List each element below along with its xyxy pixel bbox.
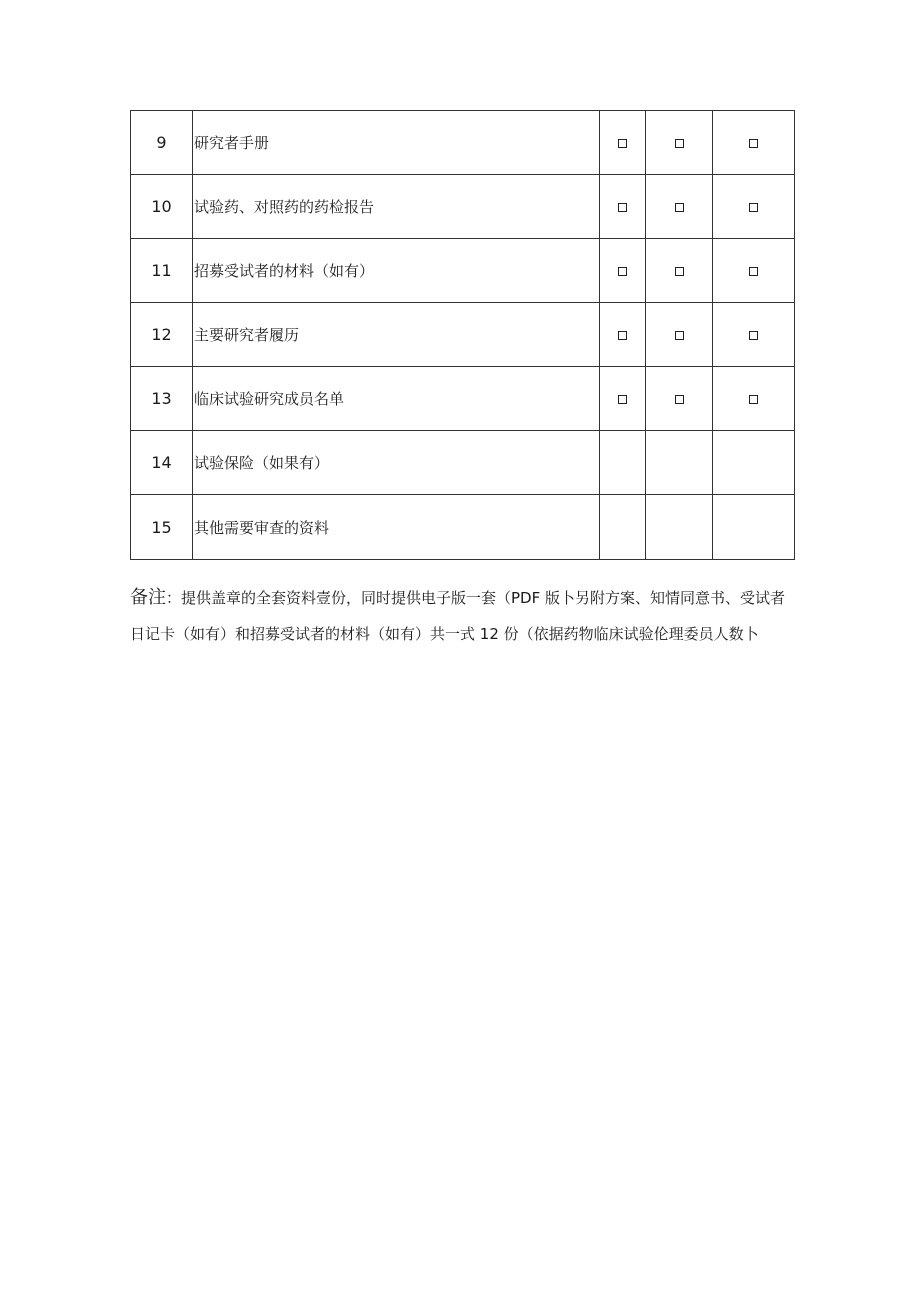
table-row bbox=[131, 303, 795, 367]
table-row bbox=[131, 239, 795, 303]
row-number-cell bbox=[131, 239, 193, 303]
check-cell-1 bbox=[600, 303, 646, 367]
checkbox-icon[interactable] bbox=[618, 267, 627, 276]
row-number-cell bbox=[131, 175, 193, 239]
document-name: 其他需要审查的资料 bbox=[193, 495, 600, 560]
row-number: 14 bbox=[151, 453, 172, 472]
check-cell-1 bbox=[600, 367, 646, 431]
document-name: 试验药、对照药的药检报告 bbox=[193, 175, 600, 239]
table-row bbox=[131, 495, 795, 560]
check-cell-2 bbox=[646, 431, 713, 495]
check-cell-3 bbox=[713, 175, 795, 239]
checkbox-icon[interactable] bbox=[749, 395, 758, 404]
remark-text: ：提供盖章的全套资料壹份，同时提供电子版一套（PDF 版卜另附方案、知情同意书、受试者日记卡（如有）和招募受试者的材料（如有）共一式 12 份（依据药物临床试验伦理委员人数卜 bbox=[130, 589, 785, 643]
row-number-cell bbox=[131, 111, 193, 175]
checkbox-icon[interactable] bbox=[618, 139, 627, 148]
table-row bbox=[131, 175, 795, 239]
check-cell-3 bbox=[713, 367, 795, 431]
check-cell-3 bbox=[713, 495, 795, 560]
check-cell-3 bbox=[713, 111, 795, 175]
check-cell-1 bbox=[600, 431, 646, 495]
checkbox-icon[interactable] bbox=[749, 331, 758, 340]
check-cell-3 bbox=[713, 239, 795, 303]
row-number-cell bbox=[131, 495, 193, 560]
document-table bbox=[130, 110, 795, 560]
checkbox-icon[interactable] bbox=[675, 395, 684, 404]
row-number-cell bbox=[131, 367, 193, 431]
checkbox-icon[interactable] bbox=[618, 203, 627, 212]
row-number: 9 bbox=[156, 133, 167, 152]
check-cell-3 bbox=[713, 431, 795, 495]
document-name: 临床试验研究成员名单 bbox=[193, 367, 600, 431]
check-cell-2 bbox=[646, 175, 713, 239]
checkbox-icon[interactable] bbox=[675, 331, 684, 340]
table-row bbox=[131, 431, 795, 495]
checkbox-icon[interactable] bbox=[749, 203, 758, 212]
remark-paragraph bbox=[130, 580, 790, 652]
check-cell-1 bbox=[600, 111, 646, 175]
checkbox-icon[interactable] bbox=[749, 267, 758, 276]
row-number: 13 bbox=[151, 389, 172, 408]
checkbox-icon[interactable] bbox=[675, 139, 684, 148]
check-cell-1 bbox=[600, 239, 646, 303]
checkbox-icon[interactable] bbox=[749, 139, 758, 148]
row-number: 11 bbox=[151, 261, 172, 280]
checkbox-icon[interactable] bbox=[618, 331, 627, 340]
check-cell-1 bbox=[600, 495, 646, 560]
document-name: 招募受试者的材料（如有） bbox=[193, 239, 600, 303]
check-cell-2 bbox=[646, 367, 713, 431]
row-number: 12 bbox=[151, 325, 172, 344]
row-number-cell bbox=[131, 431, 193, 495]
check-cell-2 bbox=[646, 111, 713, 175]
table-row bbox=[131, 111, 795, 175]
checkbox-icon[interactable] bbox=[675, 267, 684, 276]
document-name: 研究者手册 bbox=[193, 111, 600, 175]
check-cell-1 bbox=[600, 175, 646, 239]
document-name: 试验保险（如果有） bbox=[193, 431, 600, 495]
remark-label: 备注 bbox=[130, 587, 166, 608]
check-cell-3 bbox=[713, 303, 795, 367]
checkbox-icon[interactable] bbox=[618, 395, 627, 404]
checkbox-icon[interactable] bbox=[675, 203, 684, 212]
check-cell-2 bbox=[646, 495, 713, 560]
document-name: 主要研究者履历 bbox=[193, 303, 600, 367]
row-number: 15 bbox=[151, 517, 172, 537]
table-row bbox=[131, 367, 795, 431]
check-cell-2 bbox=[646, 303, 713, 367]
row-number: 10 bbox=[151, 197, 172, 216]
check-cell-2 bbox=[646, 239, 713, 303]
row-number-cell bbox=[131, 303, 193, 367]
